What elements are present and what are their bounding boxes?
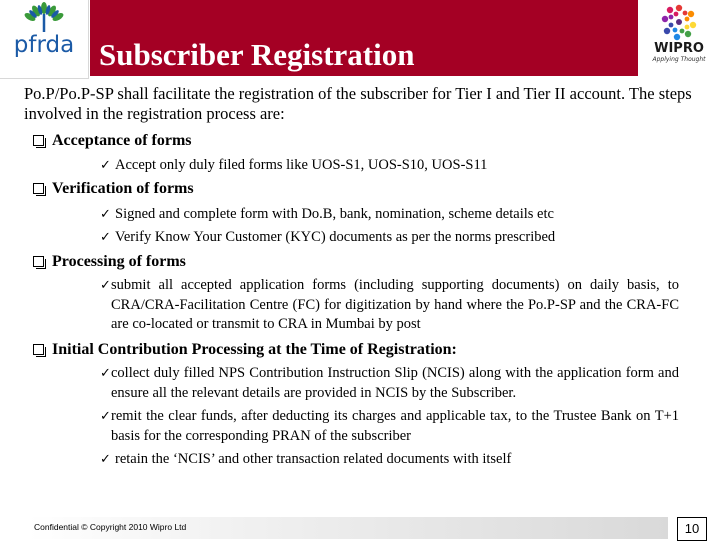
copyright-text: Confidential © Copyright 2010 Wipro Ltd bbox=[34, 522, 187, 532]
wipro-logo bbox=[638, 0, 720, 76]
list-item: ✓ submit all accepted application forms (including supporting documents) on daily basis, to CRA/CRA-Facilitation Centre (FC) for digitization by hand where the Po.P-SP and the CRA-FC are co-located or transmit to CRA in Mumbai by post bbox=[100, 277, 679, 332]
svg-text:pfrda: pfrda bbox=[13, 32, 75, 58]
svg-text:Applying Thought: Applying Thought bbox=[652, 56, 706, 63]
list-item: ✓ Accept only duly filed forms like UOS-S1, UOS-S10, UOS-S11 bbox=[115, 156, 675, 176]
section-heading-acceptance bbox=[52, 132, 192, 150]
section-heading-text: Verification of forms bbox=[52, 180, 194, 197]
slide-footer bbox=[0, 513, 720, 540]
checkmark-icon: ✓ bbox=[100, 207, 111, 222]
list-item: ✓ remit the clear funds, after deducting its charges and applicable tax, to the Trustee Bank on T+1 basis for the corresponding PRAN of the subscriber bbox=[100, 408, 679, 444]
pfrda-logo bbox=[0, 0, 89, 79]
section-heading-verification bbox=[52, 180, 194, 198]
section-heading-initial-contribution bbox=[52, 341, 457, 359]
pfrda-tree-icon bbox=[0, 0, 88, 76]
slide-title: Subscriber Registration bbox=[99, 37, 415, 72]
checkmark-icon: ✓ bbox=[100, 452, 111, 467]
section-heading-text: Initial Contribution Processing at the Time of Registration: bbox=[52, 341, 457, 358]
square-bullet-icon bbox=[33, 344, 44, 355]
list-item: ✓ retain the ‘NCIS’ and other transaction related documents with itself bbox=[115, 450, 675, 470]
checkmark-icon: ✓ bbox=[100, 366, 111, 381]
list-item: ✓ collect duly filled NPS Contribution Instruction Slip (NCIS) along with the application form and ensure all the relevant details are provided in NCIS by the Subscriber. bbox=[100, 365, 679, 401]
section-heading-processing bbox=[52, 253, 186, 271]
svg-text:WIPRO: WIPRO bbox=[654, 41, 704, 56]
page-number: 10 bbox=[677, 517, 707, 541]
wipro-rainbow-flower-icon bbox=[638, 0, 720, 76]
square-bullet-icon bbox=[33, 256, 44, 267]
list-item: ✓ Signed and complete form with Do.B, bank, nomination, scheme details etc bbox=[115, 205, 675, 225]
list-item: ✓ Verify Know Your Customer (KYC) documents as per the norms prescribed bbox=[115, 228, 675, 248]
section-heading-text: Processing of forms bbox=[52, 253, 186, 270]
slide-header bbox=[0, 0, 720, 76]
title-bar bbox=[90, 0, 638, 76]
section-heading-text: Acceptance of forms bbox=[52, 132, 192, 149]
checkmark-icon: ✓ bbox=[100, 158, 111, 173]
square-bullet-icon bbox=[33, 183, 44, 194]
square-bullet-icon bbox=[33, 135, 44, 146]
checkmark-icon: ✓ bbox=[100, 409, 111, 424]
checkmark-icon: ✓ bbox=[100, 278, 111, 293]
intro-paragraph: Po.P/Po.P-SP shall facilitate the registration of the subscriber for Tier I and Tier II account. The steps involved in the registration process are: bbox=[24, 84, 692, 123]
checkmark-icon: ✓ bbox=[100, 230, 111, 245]
